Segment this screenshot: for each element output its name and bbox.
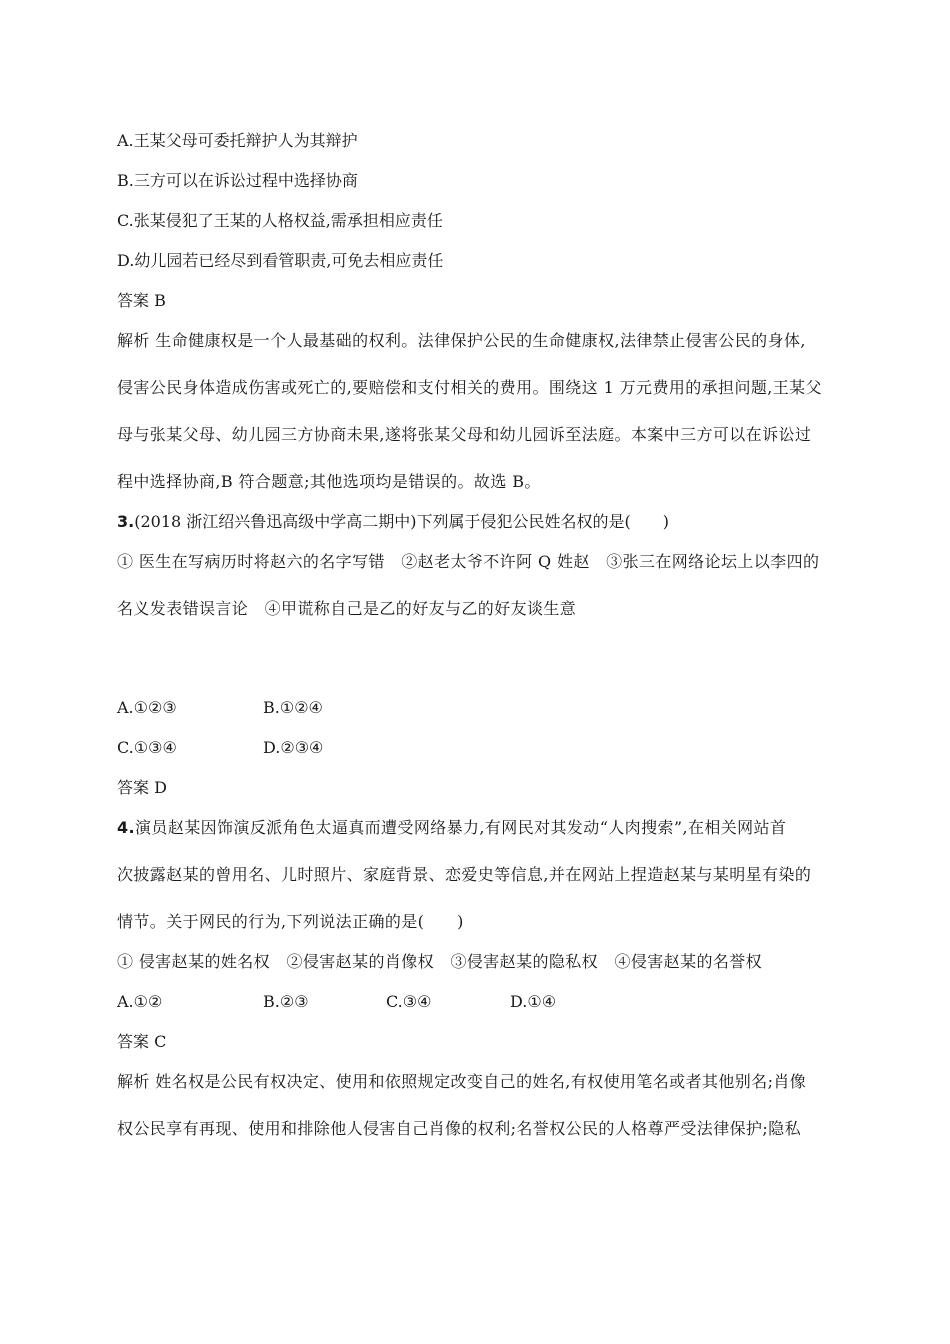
q4-stem-line: 情节。关于网民的行为,下列说法正确的是( )	[117, 912, 464, 931]
q4-answer: 答案 C	[117, 1032, 167, 1051]
q4-analysis-line: 解析 姓名权是公民有权决定、使用和依照规定改变自己的姓名,有权使用笔名或者其他别名;肖像	[117, 1072, 807, 1091]
q4-option-d: D.①④	[510, 992, 557, 1011]
q4-option-c: C.③④	[386, 992, 432, 1011]
q2-analysis-line: 解析 生命健康权是一个人最基础的权利。法律保护公民的生命健康权,法律禁止侵害公民的身体,	[117, 331, 806, 350]
q3-stem-text: (2018 浙江绍兴鲁迅高级中学高二期中)下列属于侵犯公民姓名权的是( )	[134, 512, 669, 531]
q3-statements-line: 名义发表错误言论 ④甲谎称自己是乙的好友与乙的好友谈生意	[117, 599, 577, 618]
q3-stem	[117, 511, 669, 533]
q2-analysis-line: 母与张某父母、幼儿园三方协商未果,遂将张某父母和幼儿园诉至法庭。本案中三方可以在诉讼过	[117, 425, 812, 444]
q2-option-d: D.幼儿园若已经尽到看管职责,可免去相应责任	[117, 251, 444, 270]
q2-option-c: C.张某侵犯了王某的人格权益,需承担相应责任	[117, 211, 443, 230]
q3-option-c: C.①③④	[117, 738, 177, 757]
q4-analysis-line: 权公民享有再现、使用和排除他人侵害自己肖像的权利;名誉权公民的人格尊严受法律保护;隐私	[117, 1119, 801, 1138]
q2-option-a: A.王某父母可委托辩护人为其辩护	[117, 131, 358, 150]
q3-option-b: B.①②④	[263, 698, 323, 717]
q2-analysis-line: 侵害公民身体造成伤害或死亡的,要赔偿和支付相关的费用。围绕这 1 万元费用的承担问题,王某父	[117, 378, 822, 397]
q3-answer: 答案 D	[117, 778, 167, 797]
q4-statements: ① 侵害赵某的姓名权 ②侵害赵某的肖像权 ③侵害赵某的隐私权 ④侵害赵某的名誉权	[117, 952, 763, 971]
q2-analysis-line: 程中选择协商,B 符合题意;其他选项均是错误的。故选 B。	[117, 472, 541, 491]
q3-option-d: D.②③④	[263, 738, 324, 757]
q4-option-b: B.②③	[263, 992, 309, 1011]
q4-stem-line: 次披露赵某的曾用名、儿时照片、家庭背景、恋爱史等信息,并在网站上捏造赵某与某明星有染的	[117, 865, 812, 884]
q4-stem-line	[117, 817, 786, 839]
q2-option-b: B.三方可以在诉讼过程中选择协商	[117, 171, 358, 190]
q3-statements-line: ① 医生在写病历时将赵六的名字写错 ②赵老太爷不许阿 Q 姓赵 ③张三在网络论坛上以李四的	[117, 552, 820, 571]
q4-option-a: A.①②	[117, 992, 163, 1011]
q3-option-a: A.①②③	[117, 698, 177, 717]
q4-number: 4.	[117, 818, 136, 837]
q2-answer: 答案 B	[117, 291, 166, 310]
q4-stem-text: 演员赵某因饰演反派角色太逼真而遭受网络暴力,有网民对其发动“人肉搜索”,在相关网站首	[135, 818, 787, 837]
q3-number: 3.	[117, 512, 135, 531]
